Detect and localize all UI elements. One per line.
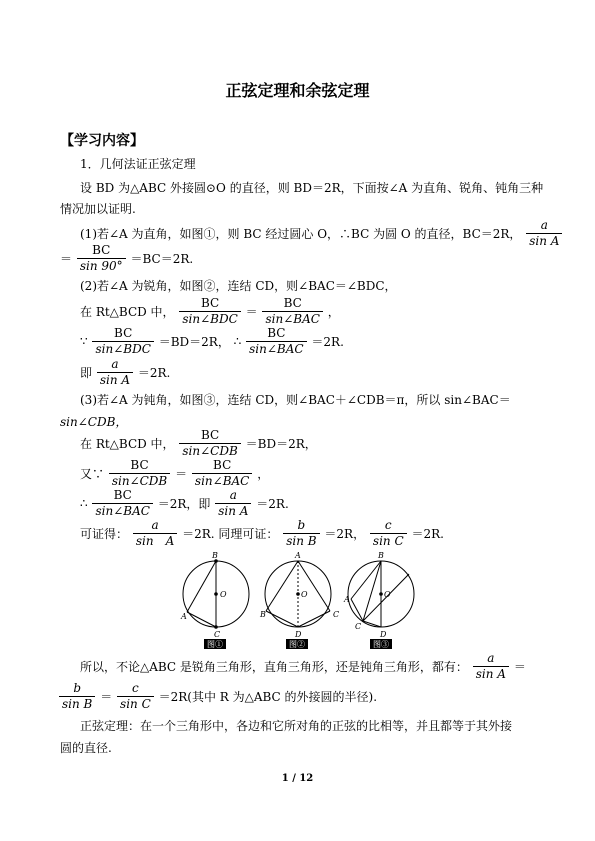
- figure-2: [265, 561, 331, 627]
- point-label: D: [295, 630, 302, 639]
- fraction: $\frac{BC}{\text{sin∠BAC}}$: [246, 326, 306, 357]
- point-label: B: [378, 551, 384, 560]
- point-label: O: [220, 590, 227, 599]
- fraction: $\frac{a}{\text{sin A}}$: [215, 488, 251, 519]
- case1-eq-line: ＝ $\frac{BC}{\sin 90^\circ}$ ＝BC＝2R.: [60, 243, 194, 273]
- fraction: $\frac{b}{\text{sin B}}$: [283, 518, 319, 549]
- case2-text: (2)若∠A 为锐角，如图②，连结 CD，则∠BAC＝∠BDC，: [80, 279, 397, 293]
- case3-again-line: 又∵ $\frac{BC}{\text{sin∠CDB}}$ ＝ $\frac{BC}{\text{sin∠BAC}}$ ，: [80, 458, 270, 488]
- fig-label-1: 图①: [207, 640, 223, 649]
- fraction: $\frac{a}{\text{sin A}}$: [97, 357, 133, 388]
- point-label: O: [301, 590, 308, 599]
- paragraph-1a: 设 BD 为△ABC 外接圆⊙O 的直径，则 BD＝2R，下面按∠A 为直角、锐角、钝角三种: [80, 181, 544, 195]
- theorem-line-2: 圆的直径.: [60, 741, 112, 755]
- conclusion-line-2: $\frac{b}{\text{sin B}}$ ＝ $\frac{c}{\text{sin C}}$ ＝2R(其中 R 为△ABC 的外接圆的半径).: [58, 681, 377, 712]
- point-label: C: [214, 630, 221, 639]
- point-label: O: [384, 590, 391, 599]
- point-label: A: [181, 612, 187, 621]
- fraction: $\frac{c}{\text{sin C}}$: [370, 518, 407, 549]
- point-label: C: [333, 610, 340, 619]
- point-label: A: [344, 595, 350, 604]
- paragraph-1b: 情况加以证明.: [60, 202, 136, 216]
- page-title: 正弦定理和余弦定理: [225, 81, 370, 100]
- circle-figures-svg: [178, 549, 423, 649]
- page-number: 1 / 12: [281, 773, 314, 784]
- fig-label-3: 图③: [373, 640, 389, 649]
- case2-because-line: ∵ $\frac{BC}{\text{sin∠BDC}}$ ＝BD＝2R， ∴ $\frac{BC}{\text{sin∠BAC}}$ ＝2R.: [80, 326, 344, 356]
- point-label: D: [380, 630, 387, 639]
- case2-ji-line: 即 $\frac{a}{\text{sin A}}$ ＝2R.: [80, 357, 171, 387]
- point-label: C: [355, 622, 362, 631]
- case3-therefore-line: ∴ $\frac{BC}{\text{sin∠BAC}}$ ＝2R，即 $\frac{a}{\text{sin A}}$ ＝2R.: [80, 488, 289, 518]
- provable-line: 可证得： $\frac{a}{\text{sin A}}$ ＝2R. 同理可证： $\frac{b}{\text{sin B}}$ ＝2R， $\frac{c}{\text{sin C}}$ ＝2R.: [80, 518, 444, 548]
- heading-1: 1．几何法证正弦定理: [80, 157, 196, 171]
- fraction: $\frac{a}{\text{sin A}}$: [133, 518, 177, 549]
- section-heading: 【学习内容】: [60, 133, 144, 149]
- theorem-line-1: 正弦定理：在一个三角形中，各边和它所对角的正弦的比相等，并且都等于其外接: [80, 719, 513, 733]
- fraction: $\frac{BC}{\sin 90^\circ}$: [77, 243, 126, 274]
- conclusion-line-1: 所以，不论△ABC 是锐角三角形，直角三角形，还是钝角三角形，都有： $\frac{a}{\text{sin A}}$ ＝: [80, 651, 526, 681]
- case2-rt-line: 在 Rt△BCD 中， $\frac{BC}{\text{sin∠BDC}}$ ＝ $\frac{BC}{\text{sin∠BAC}}$ ，: [80, 296, 340, 326]
- case3-rt-line: 在 Rt△BCD 中， $\frac{BC}{\text{sin∠CDB}}$ ＝BD＝2R，: [80, 428, 317, 458]
- case3-text-b: sin∠CDB，: [60, 415, 128, 429]
- case1-text: (1)若∠A 为直角，如图①，则 BC 经过圆心 O，∴BC 为圆 O 的直径，BC＝2R，: [80, 227, 522, 241]
- fraction: $\frac{BC}{\text{sin∠CDB}}$: [109, 458, 170, 489]
- fraction: $\frac{BC}{\text{sin∠BAC}}$: [262, 296, 322, 327]
- figure-1: [183, 560, 249, 629]
- figures: [178, 549, 423, 652]
- fraction: $\frac{a}{\text{sin A}}$: [473, 651, 509, 682]
- fraction: $\frac{BC}{\text{sin∠BDC}}$: [92, 326, 153, 357]
- fraction: $\frac{BC}{\text{sin∠BAC}}$: [92, 488, 152, 519]
- fraction: $\frac{BC}{\text{sin∠BAC}}$: [192, 458, 252, 489]
- case3-text-a: (3)若∠A 为钝角，如图③，连结 CD，则∠BAC＋∠CDB＝π，所以 sin∠BAC＝: [80, 393, 511, 407]
- fraction: $\frac{a}{\text{sin A}}$: [526, 218, 562, 249]
- fraction: $\frac{BC}{\text{sin∠CDB}}$: [179, 428, 240, 459]
- point-label: A: [295, 551, 301, 560]
- fig-label-2: 图②: [289, 640, 305, 649]
- point-label: B: [260, 610, 266, 619]
- fraction: $\frac{BC}{\text{sin∠BDC}}$: [179, 296, 240, 327]
- fraction: $\frac{b}{\text{sin B}}$: [59, 681, 95, 712]
- fraction: $\frac{c}{\text{sin C}}$: [117, 681, 154, 712]
- point-label: B: [212, 551, 218, 560]
- figure-3: [348, 561, 414, 627]
